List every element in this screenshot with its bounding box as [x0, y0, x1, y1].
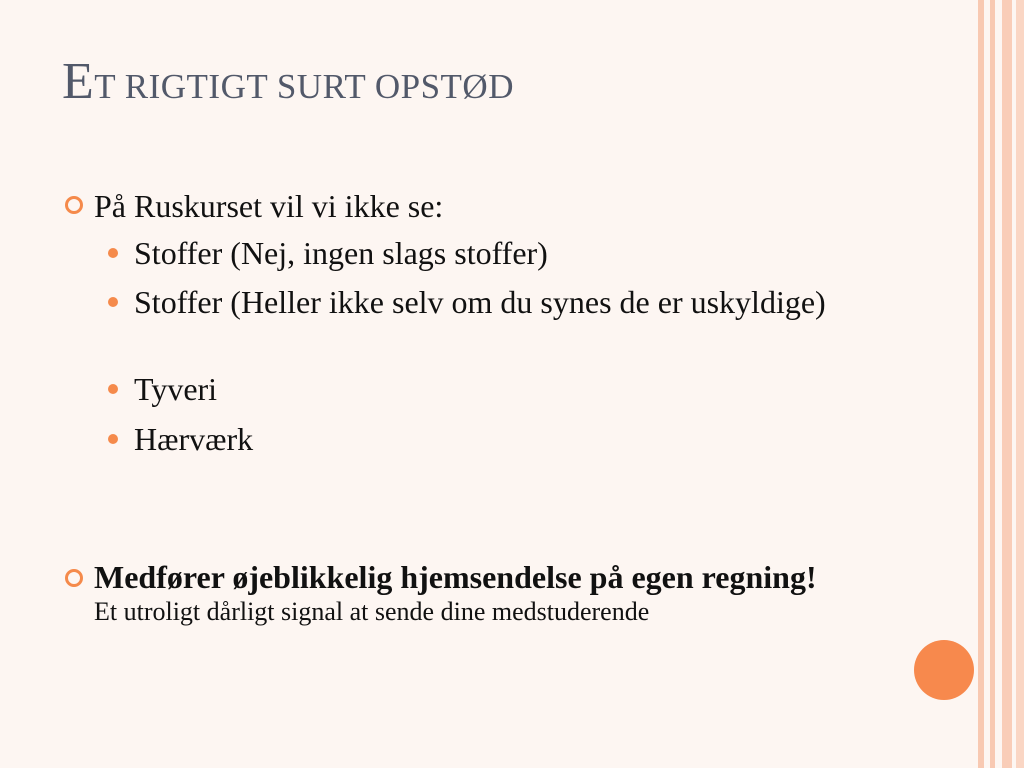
bullet-subtext: Et utroligt dårligt signal at sende dine medstuderende [94, 597, 650, 626]
bullet-ring-icon [65, 196, 83, 214]
bullet-ring-icon [65, 569, 83, 587]
decorative-stripe [978, 0, 984, 768]
decorative-stripe [1016, 0, 1024, 768]
decorative-stripe [1002, 0, 1012, 768]
sub-bullet-text: Stoffer (Heller ikke selv om du synes de er uskyldige) [134, 284, 826, 320]
decorative-circle [914, 640, 974, 700]
slide-title [62, 52, 514, 111]
sub-bullet-dot-icon [108, 384, 118, 394]
sub-bullet-text: Tyveri [134, 371, 218, 407]
bullet-bold-text: Medfører øjeblikkelig hjemsendelse på egen regning! [94, 559, 817, 595]
sub-bullet-dot-icon [108, 297, 118, 307]
bullet-block [94, 558, 954, 628]
bullet-text: På Ruskurset vil vi ikke se: [94, 188, 444, 224]
decorative-stripe [990, 0, 995, 768]
title-rest: T RIGTIGT SURT OPSTØD [94, 67, 514, 106]
title-initial: E [62, 53, 95, 110]
sub-bullet-text: Stoffer (Nej, ingen slags stoffer) [134, 235, 548, 271]
sub-bullet-text: Hærværk [134, 421, 254, 457]
sub-bullet-dot-icon [108, 434, 118, 444]
sub-bullet-dot-icon [108, 248, 118, 258]
